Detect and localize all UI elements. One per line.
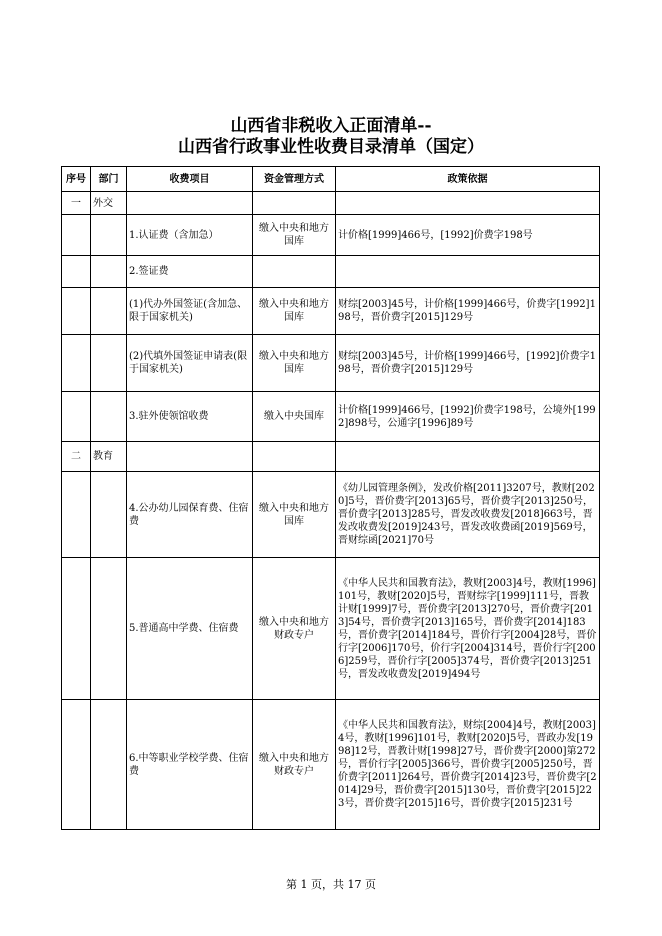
cell-item: 6.中等职业学校学费、住宿费 — [127, 700, 253, 830]
table-row — [62, 442, 600, 472]
fee-list-table — [61, 166, 600, 830]
cell-dept — [91, 700, 127, 830]
table-row — [62, 558, 600, 700]
cell-dept — [91, 288, 127, 335]
cell-fund: 缴入中央和地方国库 — [253, 215, 336, 256]
cell-policy — [336, 256, 600, 288]
cell-seq — [62, 700, 91, 830]
cell-fund — [253, 192, 336, 215]
cell-item — [127, 192, 253, 215]
cell-policy — [336, 442, 600, 472]
cell-dept — [91, 558, 127, 700]
table-row — [62, 256, 600, 288]
cell-fund — [253, 256, 336, 288]
cell-fund: 缴入中央国库 — [253, 392, 336, 442]
cell-policy: 《中华人民共和国教育法》，财综[2004]4号，教财[2003]4号，教财[1996]101号，教财[2020]5号，晋政办发[1998]12号，晋教计财[1998]27号，晋价费字[2000]第272号，晋价行字[2005]366号，晋价费字[2005]250号，晋价费字[2011]264号，晋价费字[2014]23号，晋价费字[2014]29号，晋价费字[2015]130号，晋价费字[2015]223号，晋价费字[2015]16号，晋价费字[2015]231号 — [336, 700, 600, 830]
header-fund: 资金管理方式 — [253, 167, 336, 192]
table-row — [62, 472, 600, 558]
header-seq: 序号 — [62, 167, 91, 192]
cell-seq — [62, 288, 91, 335]
cell-item: 2.签证费 — [127, 256, 253, 288]
cell-seq: 一 — [62, 192, 91, 215]
cell-fund: 缴入中央和地方国库 — [253, 472, 336, 558]
document-title-line1: 山西省非税收入正面清单-- — [230, 116, 432, 136]
table-row — [62, 700, 600, 830]
document-title-line2: 山西省行政事业性收费目录清单（国定） — [178, 137, 484, 157]
cell-dept — [91, 392, 127, 442]
cell-fund — [253, 442, 336, 472]
cell-policy: 财综[2003]45号，计价格[1999]466号，价费字[1992]198号，晋价费字[2015]129号 — [336, 288, 600, 335]
cell-item: (2)代填外国签证申请表(限于国家机关) — [127, 335, 253, 392]
cell-fund: 缴入中央和地方财政专户 — [253, 700, 336, 830]
cell-item: 4.公办幼儿园保育费、住宿费 — [127, 472, 253, 558]
cell-fund: 缴入中央和地方财政专户 — [253, 558, 336, 700]
cell-policy: 计价格[1999]466号，[1992]价费字198号 — [336, 215, 600, 256]
cell-item: 1.认证费（含加急） — [127, 215, 253, 256]
cell-seq — [62, 472, 91, 558]
cell-dept — [91, 335, 127, 392]
table-row — [62, 392, 600, 442]
cell-seq — [62, 215, 91, 256]
table-row — [62, 192, 600, 215]
cell-item: 3.驻外使领馆收费 — [127, 392, 253, 442]
cell-item: (1)代办外国签证(含加急、限于国家机关) — [127, 288, 253, 335]
header-dept: 部门 — [91, 167, 127, 192]
cell-seq — [62, 335, 91, 392]
cell-item: 5.普通高中学费、住宿费 — [127, 558, 253, 700]
cell-dept — [91, 215, 127, 256]
cell-policy — [336, 192, 600, 215]
table-row — [62, 288, 600, 335]
table-row — [62, 335, 600, 392]
table-header-row — [62, 167, 600, 192]
cell-dept — [91, 472, 127, 558]
cell-seq: 二 — [62, 442, 91, 472]
cell-seq — [62, 256, 91, 288]
header-item: 收费项目 — [127, 167, 253, 192]
cell-policy: 计价格[1999]466号，[1992]价费字198号，公境外[1992]898号，公通字[1996]89号 — [336, 392, 600, 442]
cell-seq — [62, 392, 91, 442]
cell-item — [127, 442, 253, 472]
cell-policy: 《中华人民共和国教育法》，教财[2003]4号，教财[1996]101号，教财[2020]5号，晋财综字[1999]111号，晋教计财[1999]7号，晋价费字[2013]270号，晋价费字[2013]54号，晋价费字[2013]165号，晋价费字[2014]183号，晋价费字[2014]184号，晋价行字[2004]28号，晋价行字[2006]170号，价行字[2004]314号，晋价行字[2006]259号，晋价行字[2005]374号，晋价费字[2013]251号，晋发改收费发[2019]494号 — [336, 558, 600, 700]
cell-fund: 缴入中央和地方国库 — [253, 288, 336, 335]
table-row — [62, 215, 600, 256]
header-policy: 政策依据 — [336, 167, 600, 192]
cell-policy: 《幼儿园管理条例》，发改价格[2011]3207号，教财[2020]5号，晋价费字[2013]65号，晋价费字[2013]250号，晋价费字[2013]285号，晋发改收费发[2018]663号，晋发改收费发[2019]243号，晋发改收费函[2019]569号，晋财综函[2021]70号 — [336, 472, 600, 558]
cell-fund: 缴入中央和地方国库 — [253, 335, 336, 392]
cell-seq — [62, 558, 91, 700]
page-footer: 第 1 页，共 17 页 — [286, 878, 376, 891]
cell-dept — [91, 256, 127, 288]
cell-dept: 外交 — [91, 192, 127, 215]
cell-policy: 财综[2003]45号，计价格[1999]466号，[1992]价费字198号，晋价费字[2015]129号 — [336, 335, 600, 392]
cell-dept: 教育 — [91, 442, 127, 472]
